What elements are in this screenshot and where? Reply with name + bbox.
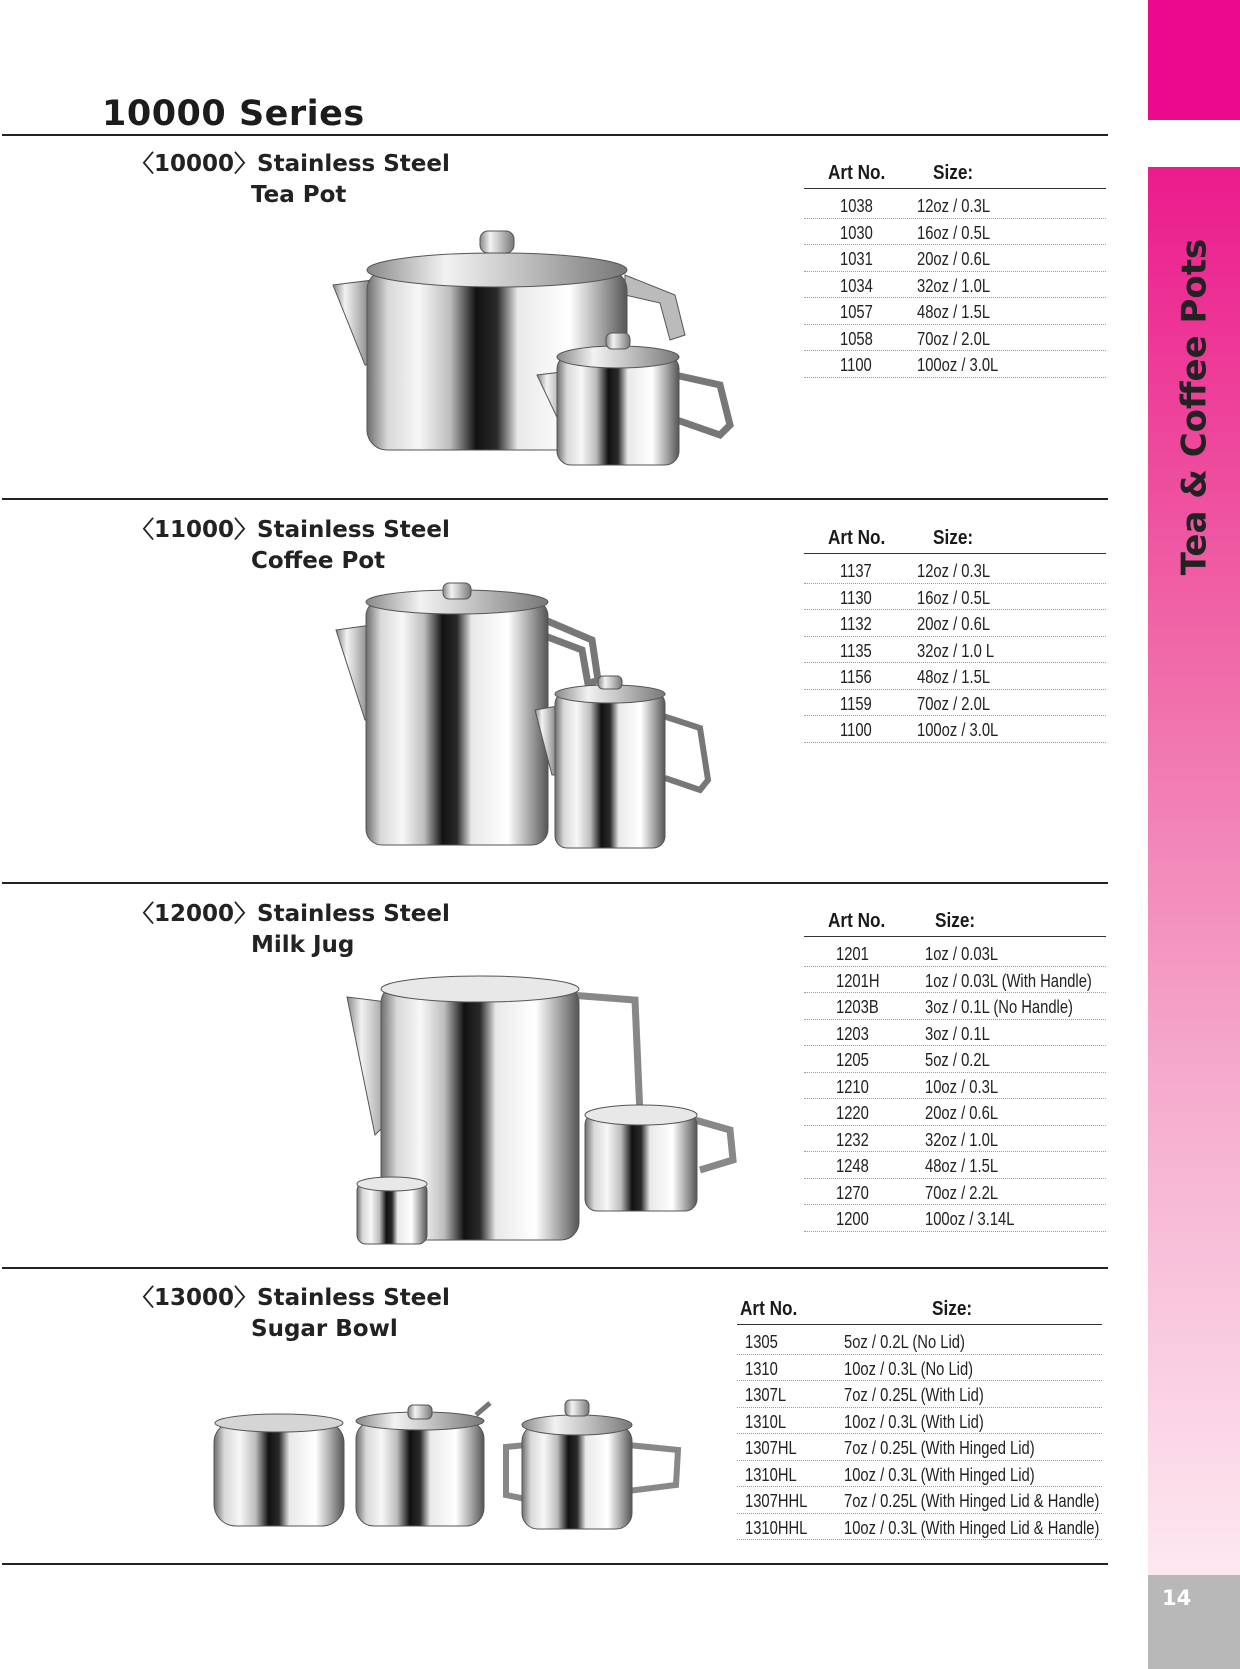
divider <box>2 498 1108 500</box>
table-row <box>804 298 1106 325</box>
table-row <box>804 690 1106 717</box>
art-no: 1270 <box>836 1182 869 1203</box>
art-no: 1031 <box>840 249 873 269</box>
size: 12oz / 0.3L <box>917 561 991 581</box>
coffee-pot-image <box>330 580 740 855</box>
size: 10oz / 0.3L (With Hinged Lid & Handle) <box>844 1517 1100 1538</box>
table-row <box>804 351 1106 378</box>
milk-jug-image <box>345 975 745 1250</box>
art-no: 1248 <box>836 1156 869 1176</box>
art-no: 1058 <box>840 328 873 349</box>
art-no: 1307HHL <box>745 1491 808 1511</box>
art-no: 1203 <box>836 1023 869 1044</box>
size: 7oz / 0.25L (With Lid) <box>844 1385 984 1405</box>
table-row <box>804 1152 1106 1179</box>
header-size: Size: <box>933 527 974 549</box>
size: 32oz / 1.0L <box>925 1129 999 1150</box>
art-no: 1310HHL <box>745 1517 808 1538</box>
table-row <box>804 219 1106 246</box>
table-row <box>804 1205 1106 1232</box>
size: 70oz / 2.0L <box>917 328 991 349</box>
size: 20oz / 0.6L <box>917 614 991 634</box>
art-no: 1210 <box>836 1076 869 1097</box>
size: 70oz / 2.0L <box>917 693 991 714</box>
sugar-bowl-image <box>210 1395 690 1535</box>
art-no: 1220 <box>836 1103 869 1123</box>
size: 1oz / 0.03L (With Handle) <box>925 970 1092 991</box>
art-no: 1130 <box>840 587 872 608</box>
table-row <box>804 663 1106 690</box>
sidebar-title-text: Tea & Coffee Pots <box>1174 238 1214 576</box>
art-no: 1200 <box>836 1209 869 1229</box>
art-no: 1201 <box>836 944 869 964</box>
section-name: Tea Pot <box>251 182 347 208</box>
size: 48oz / 1.5L <box>917 302 991 322</box>
header-size: Size: <box>932 1298 973 1320</box>
table-row <box>804 557 1106 584</box>
table-header <box>804 160 1106 189</box>
section-code: 〈10000〉Stainless Steel <box>131 151 450 177</box>
divider <box>2 882 1108 884</box>
size: 16oz / 0.5L <box>917 587 991 608</box>
size: 20oz / 0.6L <box>925 1103 999 1123</box>
table-row <box>804 272 1106 299</box>
art-no: 1038 <box>840 196 873 216</box>
table-row <box>804 940 1106 967</box>
table-row <box>804 1046 1106 1073</box>
table-row <box>804 1126 1106 1153</box>
art-no: 1132 <box>840 614 872 634</box>
size: 32oz / 1.0L <box>917 275 991 296</box>
art-no: 1310HL <box>745 1464 797 1485</box>
table-row <box>804 637 1106 664</box>
table-row <box>804 1179 1106 1206</box>
table-row <box>737 1487 1102 1514</box>
art-no: 1310L <box>745 1411 787 1432</box>
size: 7oz / 0.25L (With Hinged Lid) <box>844 1438 1035 1458</box>
size: 16oz / 0.5L <box>917 222 991 243</box>
size: 70oz / 2.2L <box>925 1182 999 1203</box>
table-row <box>804 1099 1106 1126</box>
header-art-no: Art No. <box>828 527 886 549</box>
size: 7oz / 0.25L (With Hinged Lid & Handle) <box>844 1491 1100 1511</box>
table-header <box>804 908 1106 937</box>
sidebar-accent-top <box>1148 0 1240 120</box>
table-row <box>804 245 1106 272</box>
table-row <box>804 1020 1106 1047</box>
size: 3oz / 0.1L <box>925 1023 990 1044</box>
divider <box>2 134 1108 136</box>
size: 48oz / 1.5L <box>925 1156 999 1176</box>
header-size: Size: <box>933 162 974 184</box>
sidebar-title <box>1148 167 1240 647</box>
size: 100oz / 3.0L <box>917 720 999 740</box>
table-row <box>804 610 1106 637</box>
size: 12oz / 0.3L <box>917 196 991 216</box>
art-no: 1030 <box>840 222 873 243</box>
spec-table <box>804 160 1106 378</box>
art-no: 1307L <box>745 1385 787 1405</box>
art-no: 1305 <box>745 1332 778 1352</box>
section-name: Sugar Bowl <box>251 1316 398 1342</box>
table-row <box>804 584 1106 611</box>
table-row <box>804 192 1106 219</box>
table-row <box>737 1408 1102 1435</box>
size: 5oz / 0.2L <box>925 1050 990 1070</box>
spec-table <box>804 908 1106 1232</box>
table-row <box>737 1434 1102 1461</box>
table-row <box>737 1381 1102 1408</box>
size: 1oz / 0.03L <box>925 944 999 964</box>
table-row <box>737 1514 1102 1541</box>
section-code: 〈13000〉Stainless Steel <box>131 1285 450 1311</box>
art-no: 1159 <box>840 693 872 714</box>
size: 32oz / 1.0 L <box>917 640 995 661</box>
size: 100oz / 3.14L <box>925 1209 1015 1229</box>
art-no: 1310 <box>745 1358 778 1379</box>
table-row <box>804 993 1106 1020</box>
art-no: 1135 <box>840 640 872 661</box>
series-title: 10000 Series <box>102 94 365 134</box>
table-header <box>737 1296 1102 1325</box>
size: 10oz / 0.3L (No Lid) <box>844 1358 974 1379</box>
table-row <box>804 716 1106 743</box>
size: 48oz / 1.5L <box>917 667 991 687</box>
section-code: 〈11000〉Stainless Steel <box>131 517 450 543</box>
art-no: 1156 <box>840 667 872 687</box>
size: 10oz / 0.3L (With Lid) <box>844 1411 984 1432</box>
size: 5oz / 0.2L (No Lid) <box>844 1332 965 1352</box>
page-number: 14 <box>1162 1586 1192 1610</box>
divider <box>2 1267 1108 1269</box>
art-no: 1057 <box>840 302 873 322</box>
table-row <box>804 1073 1106 1100</box>
table-row <box>737 1461 1102 1488</box>
size: 100oz / 3.0L <box>917 355 999 375</box>
art-no: 1232 <box>836 1129 869 1150</box>
art-no: 1205 <box>836 1050 869 1070</box>
table-header <box>804 525 1106 554</box>
table-row <box>804 967 1106 994</box>
section-name: Coffee Pot <box>251 548 386 574</box>
table-row <box>804 325 1106 352</box>
size: 10oz / 0.3L (With Hinged Lid) <box>844 1464 1035 1485</box>
spec-table <box>804 525 1106 743</box>
art-no: 1100 <box>840 355 872 375</box>
tea-pot-image <box>325 225 745 470</box>
art-no: 1100 <box>840 720 872 740</box>
size: 10oz / 0.3L <box>925 1076 999 1097</box>
size: 20oz / 0.6L <box>917 249 991 269</box>
header-art-no: Art No. <box>828 910 886 932</box>
divider <box>2 1563 1108 1565</box>
header-size: Size: <box>935 910 976 932</box>
header-art-no: Art No. <box>828 162 886 184</box>
art-no: 1203B <box>836 997 879 1017</box>
header-art-no: Art No. <box>740 1298 798 1320</box>
art-no: 1137 <box>840 561 872 581</box>
table-row <box>737 1355 1102 1382</box>
table-row <box>737 1328 1102 1355</box>
art-no: 1307HL <box>745 1438 797 1458</box>
size: 3oz / 0.1L (No Handle) <box>925 997 1073 1017</box>
spec-table <box>737 1296 1102 1540</box>
art-no: 1201H <box>836 970 880 991</box>
section-name: Milk Jug <box>251 932 355 958</box>
art-no: 1034 <box>840 275 873 296</box>
section-code: 〈12000〉Stainless Steel <box>131 901 450 927</box>
